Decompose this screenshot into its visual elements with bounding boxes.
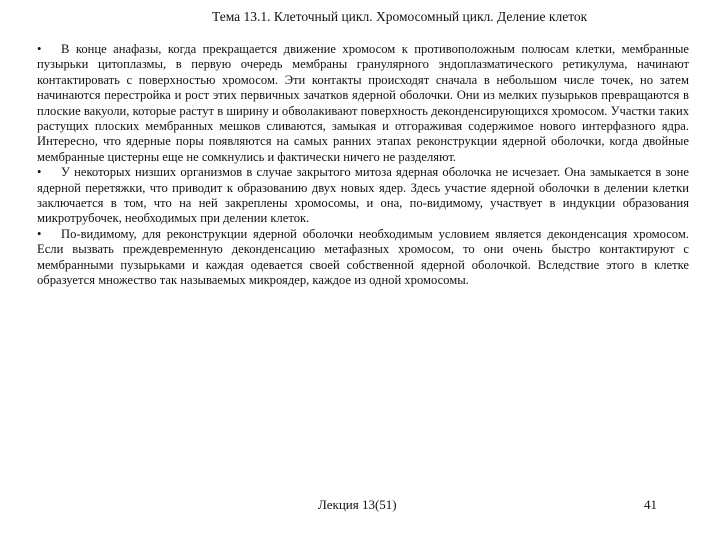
- footer-page-number: 41: [644, 497, 657, 512]
- body-text: [37, 42, 689, 289]
- bullet-icon: •: [37, 42, 42, 56]
- paragraph-2-text: У некоторых низших организмов в случае закрытого митоза ядерная оболочка не исчезает. Она замыкается в зоне ядерной перетяжки, что приводит к образованию двух новых ядер. Здесь участие ядерной оболочки в делении клетки заключается в том, что на ней закреплены хромосомы, и она, по-видимому, участвует в индукции образования микротрубочек, необходимых при делении клеток.: [37, 165, 689, 226]
- paragraph-3-text: По-видимому, для реконструкции ядерной оболочки необходимым условием является деконденсация хромосом. Если вызвать преждевременную деконденсацию метафазных хромосом, то они очень быстро контактируют с мембранными пузырьками и каждая одевается своей собственной ядерной оболочкой. Вследствие этого в клетке образуется множество так называемых микроядер, каждое из одной хромосомы.: [37, 226, 689, 288]
- paragraph-1-text: В конце анафазы, когда прекращается движение хромосом к противоположным полюсам клетки, мембранные пузырьки цитоплазмы, в первую очередь мембраны гранулярного эндоплазматического ретикулума, начинают контактировать с поверхностью хромосом. Эти контакты происходят сначала в небольшом числе точек, но затем начинаются перестройка и рост этих первичных зачатков ядерной оболочки. Они из мелких пузырьков превращаются в плоские вакуоли, которые растут в ширину и обволакивают поверхность деконденсирующихся хромосом. Участки таких растущих плоских мембранных мешков сливаются, замыкая и отгораживая содержимое нового интерфазного ядра. Интересно, что ядерные поры появляются на самых ранних этапах реконструкции ядерной оболочки, когда двойные мембранные цистерны еще не сомкнулись и фактически ничего не разделяют.: [37, 42, 689, 164]
- bullet-icon: •: [37, 226, 42, 241]
- paragraph-1: [37, 42, 689, 165]
- footer-lecture-label: Лекция 13(51): [318, 497, 397, 512]
- bullet-icon: •: [37, 165, 42, 180]
- page-title: Тема 13.1. Клеточный цикл. Хромосомный цикл. Деление клеток: [212, 9, 588, 24]
- paragraph-2: [37, 165, 689, 227]
- paragraph-3: [37, 227, 689, 289]
